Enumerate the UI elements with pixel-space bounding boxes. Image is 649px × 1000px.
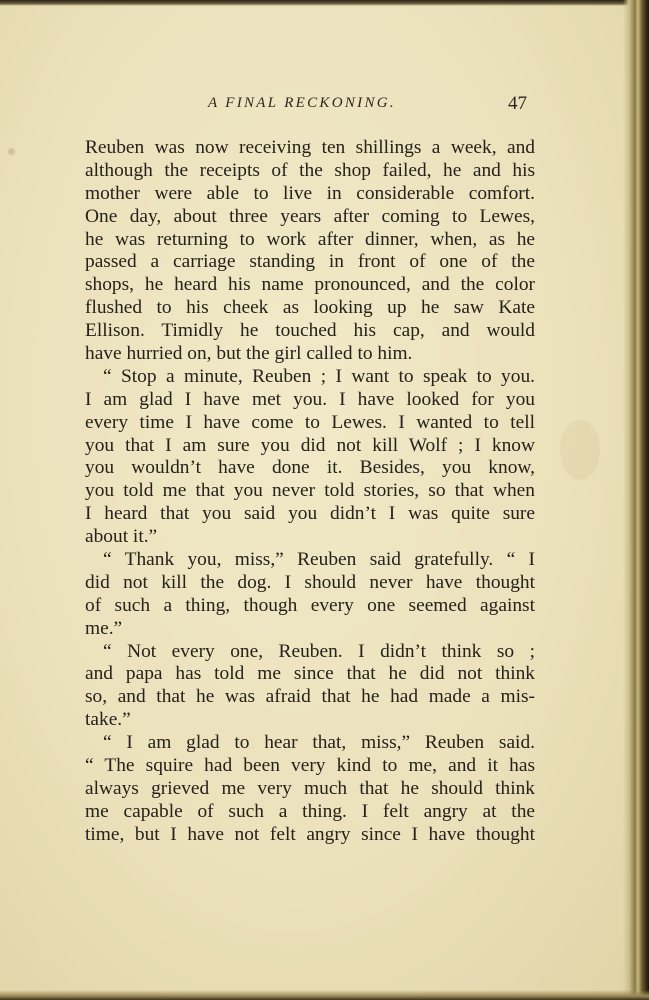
text-line: “ Thank you, miss,” Reuben said gratefully. “ I (103, 549, 535, 571)
text-line: and papa has told me since that he did not think (85, 663, 535, 685)
body-text (85, 137, 535, 847)
text-line: time, but I have not felt angry since I have thought (85, 823, 535, 845)
page-bottom-edge (0, 990, 649, 1000)
page-right-edge (623, 0, 649, 1000)
text-line: did not kill the dog. I should never have thought (85, 571, 535, 593)
text-line: you that I am sure you did not kill Wolf ; I know (85, 434, 535, 456)
text-line: he was returning to work after dinner, when, as he (85, 228, 535, 250)
text-line: Ellison. Timidly he touched his cap, and would (85, 320, 535, 342)
text-line: I heard that you said you didn’t I was quite sure (85, 503, 535, 525)
page-number: 47 (508, 93, 527, 114)
text-line: flushed to his cheek as looking up he saw Kate (85, 297, 535, 319)
text-line: “ I am glad to hear that, miss,” Reuben said. (103, 732, 535, 754)
text-line: take.” (85, 709, 131, 731)
text-line: me.” (85, 617, 123, 639)
running-head: A FINAL RECKONING. (208, 95, 396, 111)
text-line: “ The squire had been very kind to me, and it has (85, 755, 535, 777)
text-line: you wouldn’t have done it. Besides, you know, (85, 457, 535, 479)
text-line: I am glad I have met you. I have looked for you (85, 388, 535, 410)
text-line: Reuben was now receiving ten shillings a week, and (85, 137, 535, 158)
text-line: “ Not every one, Reuben. I didn’t think so ; (103, 640, 535, 662)
text-line: have hurried on, but the girl called to him. (85, 343, 413, 365)
text-line: “ Stop a minute, Reuben ; I want to speak to you. (103, 365, 535, 387)
text-line: you told me that you never told stories, so that when (85, 480, 535, 502)
page-top-edge (0, 0, 649, 6)
text-line: of such a thing, though every one seemed against (85, 594, 535, 616)
text-line: One day, about three years after coming to Lewes, (85, 205, 535, 227)
text-line: shops, he heard his name pronounced, and the color (85, 274, 535, 296)
text-line: every time I have come to Lewes. I wanted to tell (85, 411, 535, 433)
text-line: about it.” (85, 526, 158, 548)
text-line: always grieved me very much that he should think (85, 777, 535, 799)
text-line: although the receipts of the shop failed, he and his (85, 159, 535, 181)
text-line: mother were able to live in considerable comfort. (85, 182, 535, 204)
text-line: so, and that he was afraid that he had made a mis- (85, 686, 535, 708)
text-line: passed a carriage standing in front of one of the (85, 251, 535, 273)
foxing-spot (8, 148, 15, 155)
text-line: me capable of such a thing. I felt angry at the (85, 800, 535, 822)
foxing-spot (560, 420, 600, 480)
